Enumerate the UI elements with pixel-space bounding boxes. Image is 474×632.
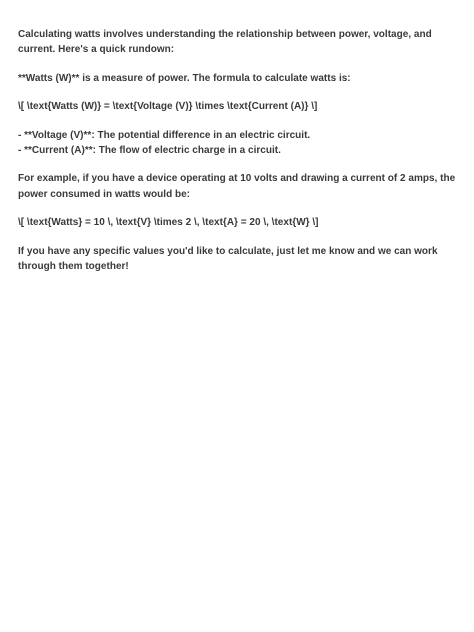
assistant-message xyxy=(18,27,456,287)
intro-paragraph: Calculating watts involves understanding the relationship between power, voltage, and current. Here's a quick rundown: xyxy=(18,29,432,56)
watts-definition: **Watts (W)** is a measure of power. The formula to calculate watts is: xyxy=(18,72,351,84)
closing-paragraph: If you have any specific values you'd like to calculate, just let me know and we can work through them together! xyxy=(18,245,438,273)
example-paragraph: For example, if you have a device operating at 10 volts and drawing a current of 2 amps, the power consumed in watts would be: xyxy=(18,173,456,200)
voltage-definition: - **Voltage (V)**: The potential difference in an electric circuit. xyxy=(18,129,311,141)
formula-line: \[ \text{Watts (W)} = \text{Voltage (V)} \times \text{Current (A)} \] xyxy=(18,101,318,113)
current-definition: - **Current (A)**: The flow of electric charge in a circuit. xyxy=(18,145,281,157)
example-formula: \[ \text{Watts} = 10 \, \text{V} \times 2 \, \text{A} = 20 \, \text{W} \] xyxy=(18,217,319,229)
definitions-list xyxy=(18,128,456,159)
